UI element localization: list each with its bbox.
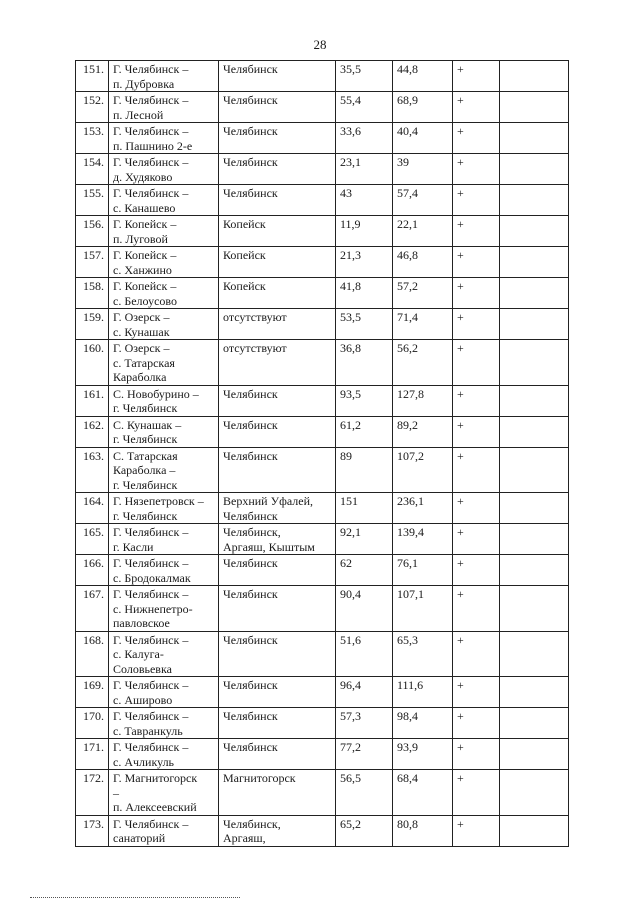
table-row [76,524,569,555]
route-cell: С. Новобурино – г. Челябинск [109,385,219,416]
stations-cell: Челябинск [219,61,336,92]
table-row [76,216,569,247]
table-row [76,416,569,447]
row-number: 166. [76,555,109,586]
distance-1-cell: 65,2 [336,815,393,846]
table-row [76,493,569,524]
distance-1-cell: 62 [336,555,393,586]
stations-cell: Челябинск [219,739,336,770]
mark-cell: + [453,555,500,586]
row-number: 163. [76,447,109,493]
empty-cell [500,677,569,708]
table-row [76,92,569,123]
route-cell: Г. Копейск – с. Белоусово [109,278,219,309]
mark-cell: + [453,770,500,816]
empty-cell [500,340,569,386]
route-cell: Г. Челябинск – г. Касли [109,524,219,555]
stations-cell: Копейск [219,278,336,309]
mark-cell: + [453,123,500,154]
mark-cell: + [453,416,500,447]
stations-cell: Челябинск [219,123,336,154]
distance-1-cell: 57,3 [336,708,393,739]
stations-cell: отсутствуют [219,340,336,386]
distance-1-cell: 61,2 [336,416,393,447]
empty-cell [500,385,569,416]
row-number: 157. [76,247,109,278]
distance-1-cell: 51,6 [336,631,393,677]
mark-cell: + [453,247,500,278]
table-row [76,278,569,309]
table-row [76,815,569,846]
mark-cell: + [453,739,500,770]
mark-cell: + [453,815,500,846]
stations-cell: Магнитогорск [219,770,336,816]
distance-2-cell: 68,9 [393,92,453,123]
route-cell: С. Кунашак – г. Челябинск [109,416,219,447]
mark-cell: + [453,586,500,632]
distance-2-cell: 40,4 [393,123,453,154]
stations-cell: Челябинск [219,586,336,632]
distance-1-cell: 90,4 [336,586,393,632]
table-row [76,309,569,340]
stations-cell: Челябинск, Аргаяш, [219,815,336,846]
route-cell: Г. Челябинск – п. Дубровка [109,61,219,92]
stations-cell: Челябинск, Аргаяш, Кыштым [219,524,336,555]
distance-1-cell: 43 [336,185,393,216]
distance-1-cell: 36,8 [336,340,393,386]
stations-cell: Верхний Уфалей, Челябинск [219,493,336,524]
distance-1-cell: 41,8 [336,278,393,309]
stations-cell: Челябинск [219,677,336,708]
distance-2-cell: 111,6 [393,677,453,708]
route-cell: Г. Челябинск – п. Пашнино 2-е [109,123,219,154]
route-cell: Г. Челябинск – с. Канашево [109,185,219,216]
table-row [76,770,569,816]
row-number: 165. [76,524,109,555]
distance-2-cell: 127,8 [393,385,453,416]
table-row [76,555,569,586]
distance-1-cell: 92,1 [336,524,393,555]
empty-cell [500,185,569,216]
row-number: 160. [76,340,109,386]
mark-cell: + [453,185,500,216]
row-number: 156. [76,216,109,247]
distance-2-cell: 139,4 [393,524,453,555]
stations-cell: Копейск [219,247,336,278]
distance-1-cell: 11,9 [336,216,393,247]
stations-cell: Челябинск [219,708,336,739]
mark-cell: + [453,216,500,247]
row-number: 164. [76,493,109,524]
distance-2-cell: 107,1 [393,586,453,632]
route-cell: Г. Копейск – п. Луговой [109,216,219,247]
empty-cell [500,770,569,816]
empty-cell [500,309,569,340]
row-number: 155. [76,185,109,216]
route-cell: Г. Магнитогорск – п. Алексеевский [109,770,219,816]
row-number: 167. [76,586,109,632]
row-number: 170. [76,708,109,739]
distance-2-cell: 57,2 [393,278,453,309]
stations-cell: Челябинск [219,185,336,216]
distance-1-cell: 93,5 [336,385,393,416]
stations-cell: отсутствуют [219,309,336,340]
distance-2-cell: 107,2 [393,447,453,493]
empty-cell [500,447,569,493]
stations-cell: Челябинск [219,555,336,586]
mark-cell: + [453,92,500,123]
distance-2-cell: 93,9 [393,739,453,770]
mark-cell: + [453,278,500,309]
route-cell: Г. Челябинск – с. Ачликуль [109,739,219,770]
empty-cell [500,216,569,247]
route-cell: Г. Озерск – с. Татарская Караболка [109,340,219,386]
row-number: 162. [76,416,109,447]
table-row [76,385,569,416]
stations-cell: Челябинск [219,154,336,185]
mark-cell: + [453,708,500,739]
empty-cell [500,493,569,524]
row-number: 152. [76,92,109,123]
table-row [76,154,569,185]
table-row [76,677,569,708]
mark-cell: + [453,309,500,340]
row-number: 153. [76,123,109,154]
distance-2-cell: 76,1 [393,555,453,586]
stations-cell: Челябинск [219,447,336,493]
distance-2-cell: 68,4 [393,770,453,816]
distance-2-cell: 65,3 [393,631,453,677]
route-cell: Г. Копейск – с. Ханжино [109,247,219,278]
table-row [76,447,569,493]
empty-cell [500,247,569,278]
row-number: 169. [76,677,109,708]
mark-cell: + [453,385,500,416]
empty-cell [500,708,569,739]
distance-1-cell: 53,5 [336,309,393,340]
table-row [76,708,569,739]
empty-cell [500,154,569,185]
distance-1-cell: 96,4 [336,677,393,708]
routes-table-body [76,61,569,847]
distance-2-cell: 71,4 [393,309,453,340]
stations-cell: Челябинск [219,631,336,677]
empty-cell [500,416,569,447]
stations-cell: Челябинск [219,416,336,447]
row-number: 173. [76,815,109,846]
distance-2-cell: 236,1 [393,493,453,524]
distance-1-cell: 151 [336,493,393,524]
table-row [76,340,569,386]
empty-cell [500,524,569,555]
route-cell: Г. Челябинск – д. Худяково [109,154,219,185]
row-number: 154. [76,154,109,185]
table-row [76,586,569,632]
empty-cell [500,739,569,770]
empty-cell [500,61,569,92]
distance-2-cell: 46,8 [393,247,453,278]
route-cell: Г. Челябинск – с. Аширово [109,677,219,708]
route-cell: Г. Нязепетровск – г. Челябинск [109,493,219,524]
empty-cell [500,586,569,632]
routes-table [75,60,569,847]
mark-cell: + [453,340,500,386]
distance-2-cell: 56,2 [393,340,453,386]
distance-2-cell: 80,8 [393,815,453,846]
distance-1-cell: 23,1 [336,154,393,185]
row-number: 151. [76,61,109,92]
stations-cell: Челябинск [219,385,336,416]
route-cell: Г. Озерск – с. Кунашак [109,309,219,340]
table-row [76,185,569,216]
route-cell: Г. Челябинск – с. Нижнепетро- павловское [109,586,219,632]
route-cell: Г. Челябинск – п. Лесной [109,92,219,123]
mark-cell: + [453,493,500,524]
mark-cell: + [453,524,500,555]
row-number: 171. [76,739,109,770]
row-number: 161. [76,385,109,416]
page-number: 28 [313,37,327,52]
distance-2-cell: 98,4 [393,708,453,739]
distance-1-cell: 56,5 [336,770,393,816]
empty-cell [500,631,569,677]
distance-2-cell: 44,8 [393,61,453,92]
distance-1-cell: 77,2 [336,739,393,770]
table-row [76,123,569,154]
table-row [76,739,569,770]
empty-cell [500,555,569,586]
distance-1-cell: 35,5 [336,61,393,92]
empty-cell [500,815,569,846]
route-cell: Г. Челябинск – санаторий [109,815,219,846]
table-row [76,631,569,677]
mark-cell: + [453,631,500,677]
footer-divider [30,897,240,898]
stations-cell: Челябинск [219,92,336,123]
empty-cell [500,92,569,123]
route-cell: С. Татарская Караболка – г. Челябинск [109,447,219,493]
distance-2-cell: 22,1 [393,216,453,247]
empty-cell [500,278,569,309]
row-number: 159. [76,309,109,340]
mark-cell: + [453,677,500,708]
route-cell: Г. Челябинск – с. Калуга- Соловьевка [109,631,219,677]
row-number: 168. [76,631,109,677]
distance-2-cell: 57,4 [393,185,453,216]
route-cell: Г. Челябинск – с. Тавранкуль [109,708,219,739]
distance-1-cell: 89 [336,447,393,493]
row-number: 158. [76,278,109,309]
stations-cell: Копейск [219,216,336,247]
mark-cell: + [453,61,500,92]
distance-1-cell: 33,6 [336,123,393,154]
table-row [76,61,569,92]
table-row [76,247,569,278]
mark-cell: + [453,154,500,185]
distance-2-cell: 89,2 [393,416,453,447]
row-number: 172. [76,770,109,816]
distance-2-cell: 39 [393,154,453,185]
distance-1-cell: 55,4 [336,92,393,123]
mark-cell: + [453,447,500,493]
distance-1-cell: 21,3 [336,247,393,278]
route-cell: Г. Челябинск – с. Бродокалмак [109,555,219,586]
empty-cell [500,123,569,154]
